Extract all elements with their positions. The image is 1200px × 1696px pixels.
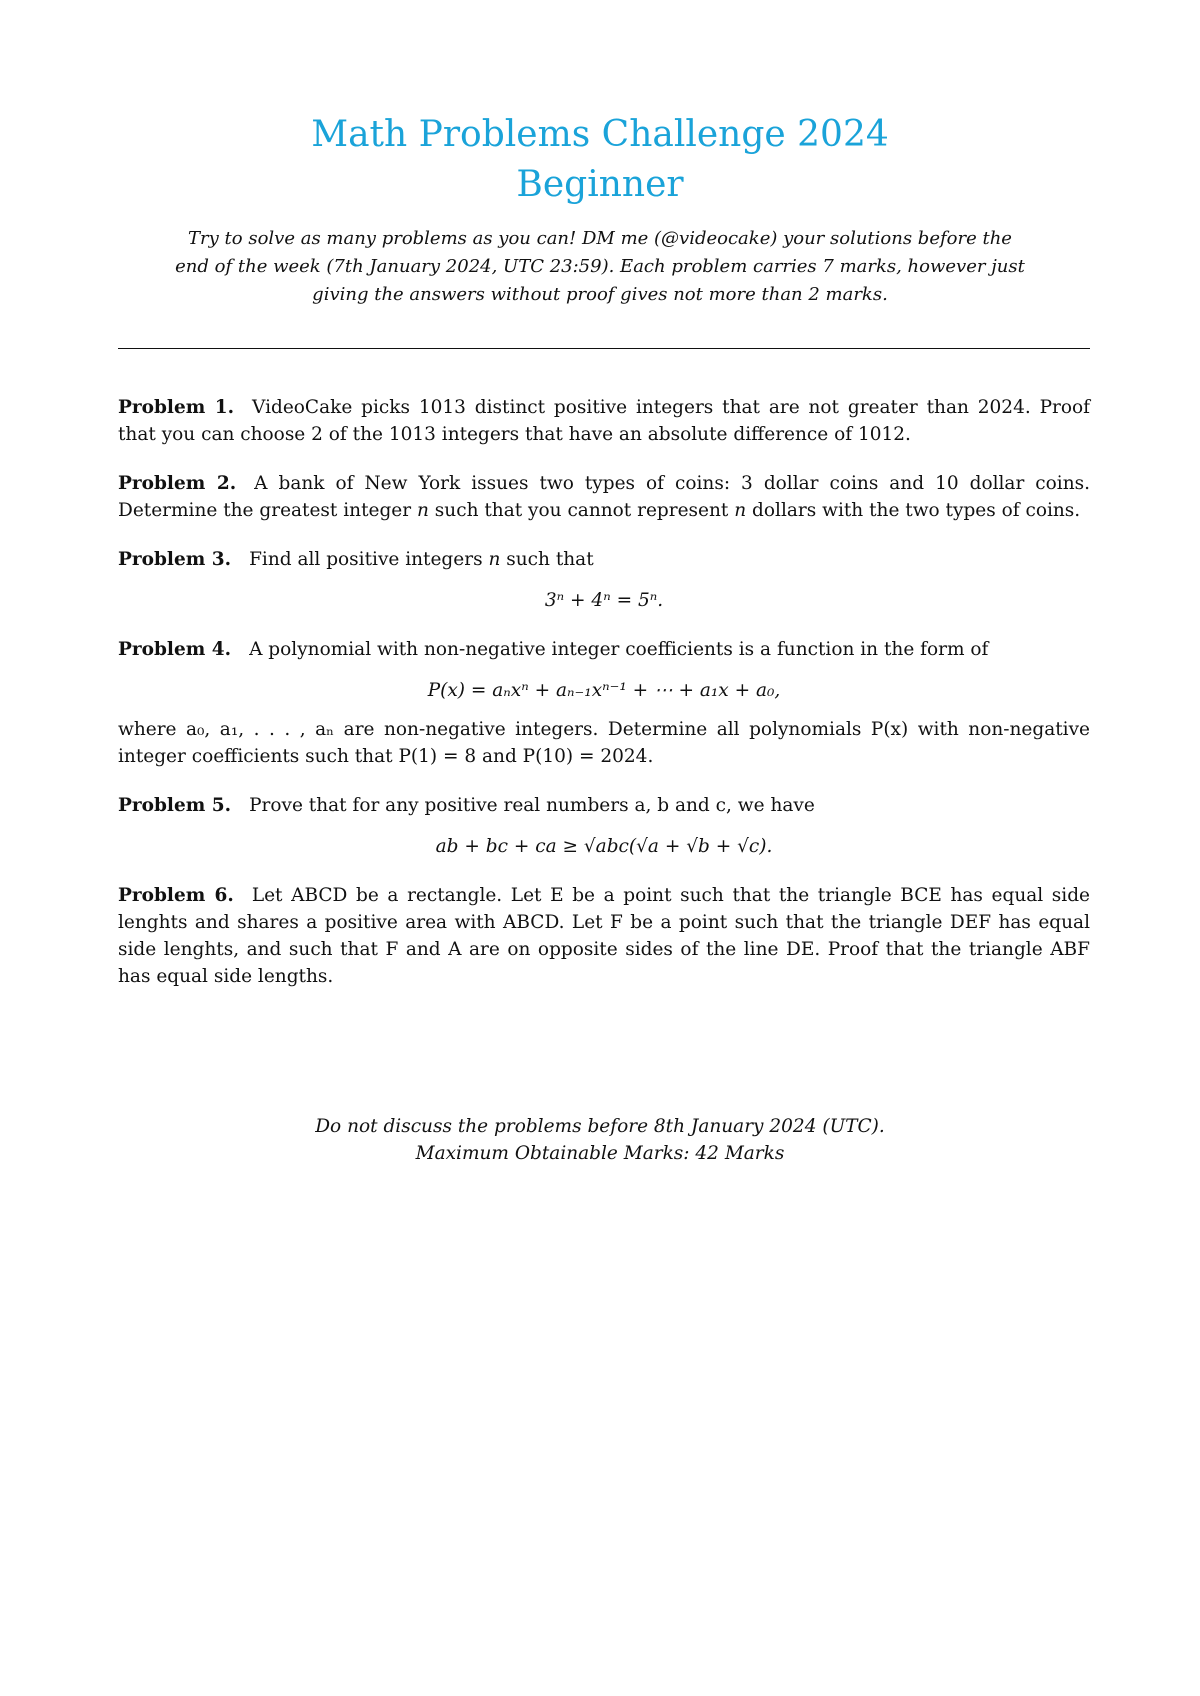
math-var: n (416, 500, 429, 521)
problem-text-c: dollars with the two types of coins. (752, 500, 1081, 521)
problem-3 (118, 546, 1090, 614)
problem-text-a: Find all positive integers (249, 549, 483, 570)
intro-text: Try to solve as many problems as you can! DM me (@videocake) your solutions before the end of the week (7th January 2024, UTC 23:59). Each problem carries 7 marks, however just giving the answers without proof gives not more than 2 marks. (175, 228, 1025, 305)
problem-text-b: such that you cannot represent (434, 500, 729, 521)
problem-text-b: such that (506, 549, 594, 570)
problem-2 (118, 470, 1090, 524)
footer (0, 1113, 1200, 1167)
problem-text-b: where a₀, a₁, . . . , aₙ are non-negative integers. Determine all polynomials P(x) with non-negative integer coefficients such that P(1) = 8 and P(10) = 2024. (118, 719, 1090, 767)
equation: 3ⁿ + 4ⁿ = 5ⁿ. (544, 590, 664, 611)
problem-text-a: A polynomial with non-negative integer coefficients is a function in the form of (249, 639, 989, 660)
problem-label: Problem 5. (118, 795, 232, 816)
problem-label: Problem 2. (118, 473, 237, 494)
problem-label: Problem 4. (118, 639, 232, 660)
divider (118, 348, 1090, 349)
title-line-1: Math Problems Challenge 2024 (311, 114, 889, 155)
problem-text: VideoCake picks 1013 distinct positive integers that are not greater than 2024. Proof that you can choose 2 of the 1013 integers that have an absolute difference of 1012. (118, 397, 1090, 445)
problem-5 (118, 792, 1090, 860)
math-var: n (734, 500, 747, 521)
problem-label: Problem 1. (118, 397, 235, 418)
problem-4 (118, 636, 1090, 770)
problem-6 (118, 882, 1090, 990)
problem-text-a: A bank of New York issues two types of coins: 3 dollar coins and 10 dollar coins. Determine the greatest integer (118, 473, 1090, 521)
problem-1 (118, 394, 1090, 448)
header (0, 110, 1200, 210)
title-line-2: Beginner (516, 164, 684, 205)
equation: P(x) = aₙxⁿ + aₙ₋₁xⁿ⁻¹ + ⋯ + a₁x + a₀, (427, 680, 781, 701)
problem-list (118, 394, 1090, 1012)
footer-line-2: Maximum Obtainable Marks: 42 Marks (415, 1143, 785, 1164)
problem-label: Problem 6. (118, 885, 234, 906)
problem-label: Problem 3. (118, 549, 232, 570)
equation: ab + bc + ca ≥ √abc(√a + √b + √c). (435, 836, 773, 857)
footer-line-1: Do not discuss the problems before 8th January 2024 (UTC). (315, 1116, 885, 1137)
math-var: n (488, 549, 501, 570)
problem-text-a: Prove that for any positive real numbers a, b and c, we have (249, 795, 815, 816)
problem-text: Let ABCD be a rectangle. Let E be a point such that the triangle BCE has equal side lenghts and shares a positive area with ABCD. Let F be a point such that the triangle DEF has equal side lenghts, and such that F and A are on opposite sides of the line DE. Proof that the triangle ABF has equal side lengths. (118, 885, 1091, 987)
